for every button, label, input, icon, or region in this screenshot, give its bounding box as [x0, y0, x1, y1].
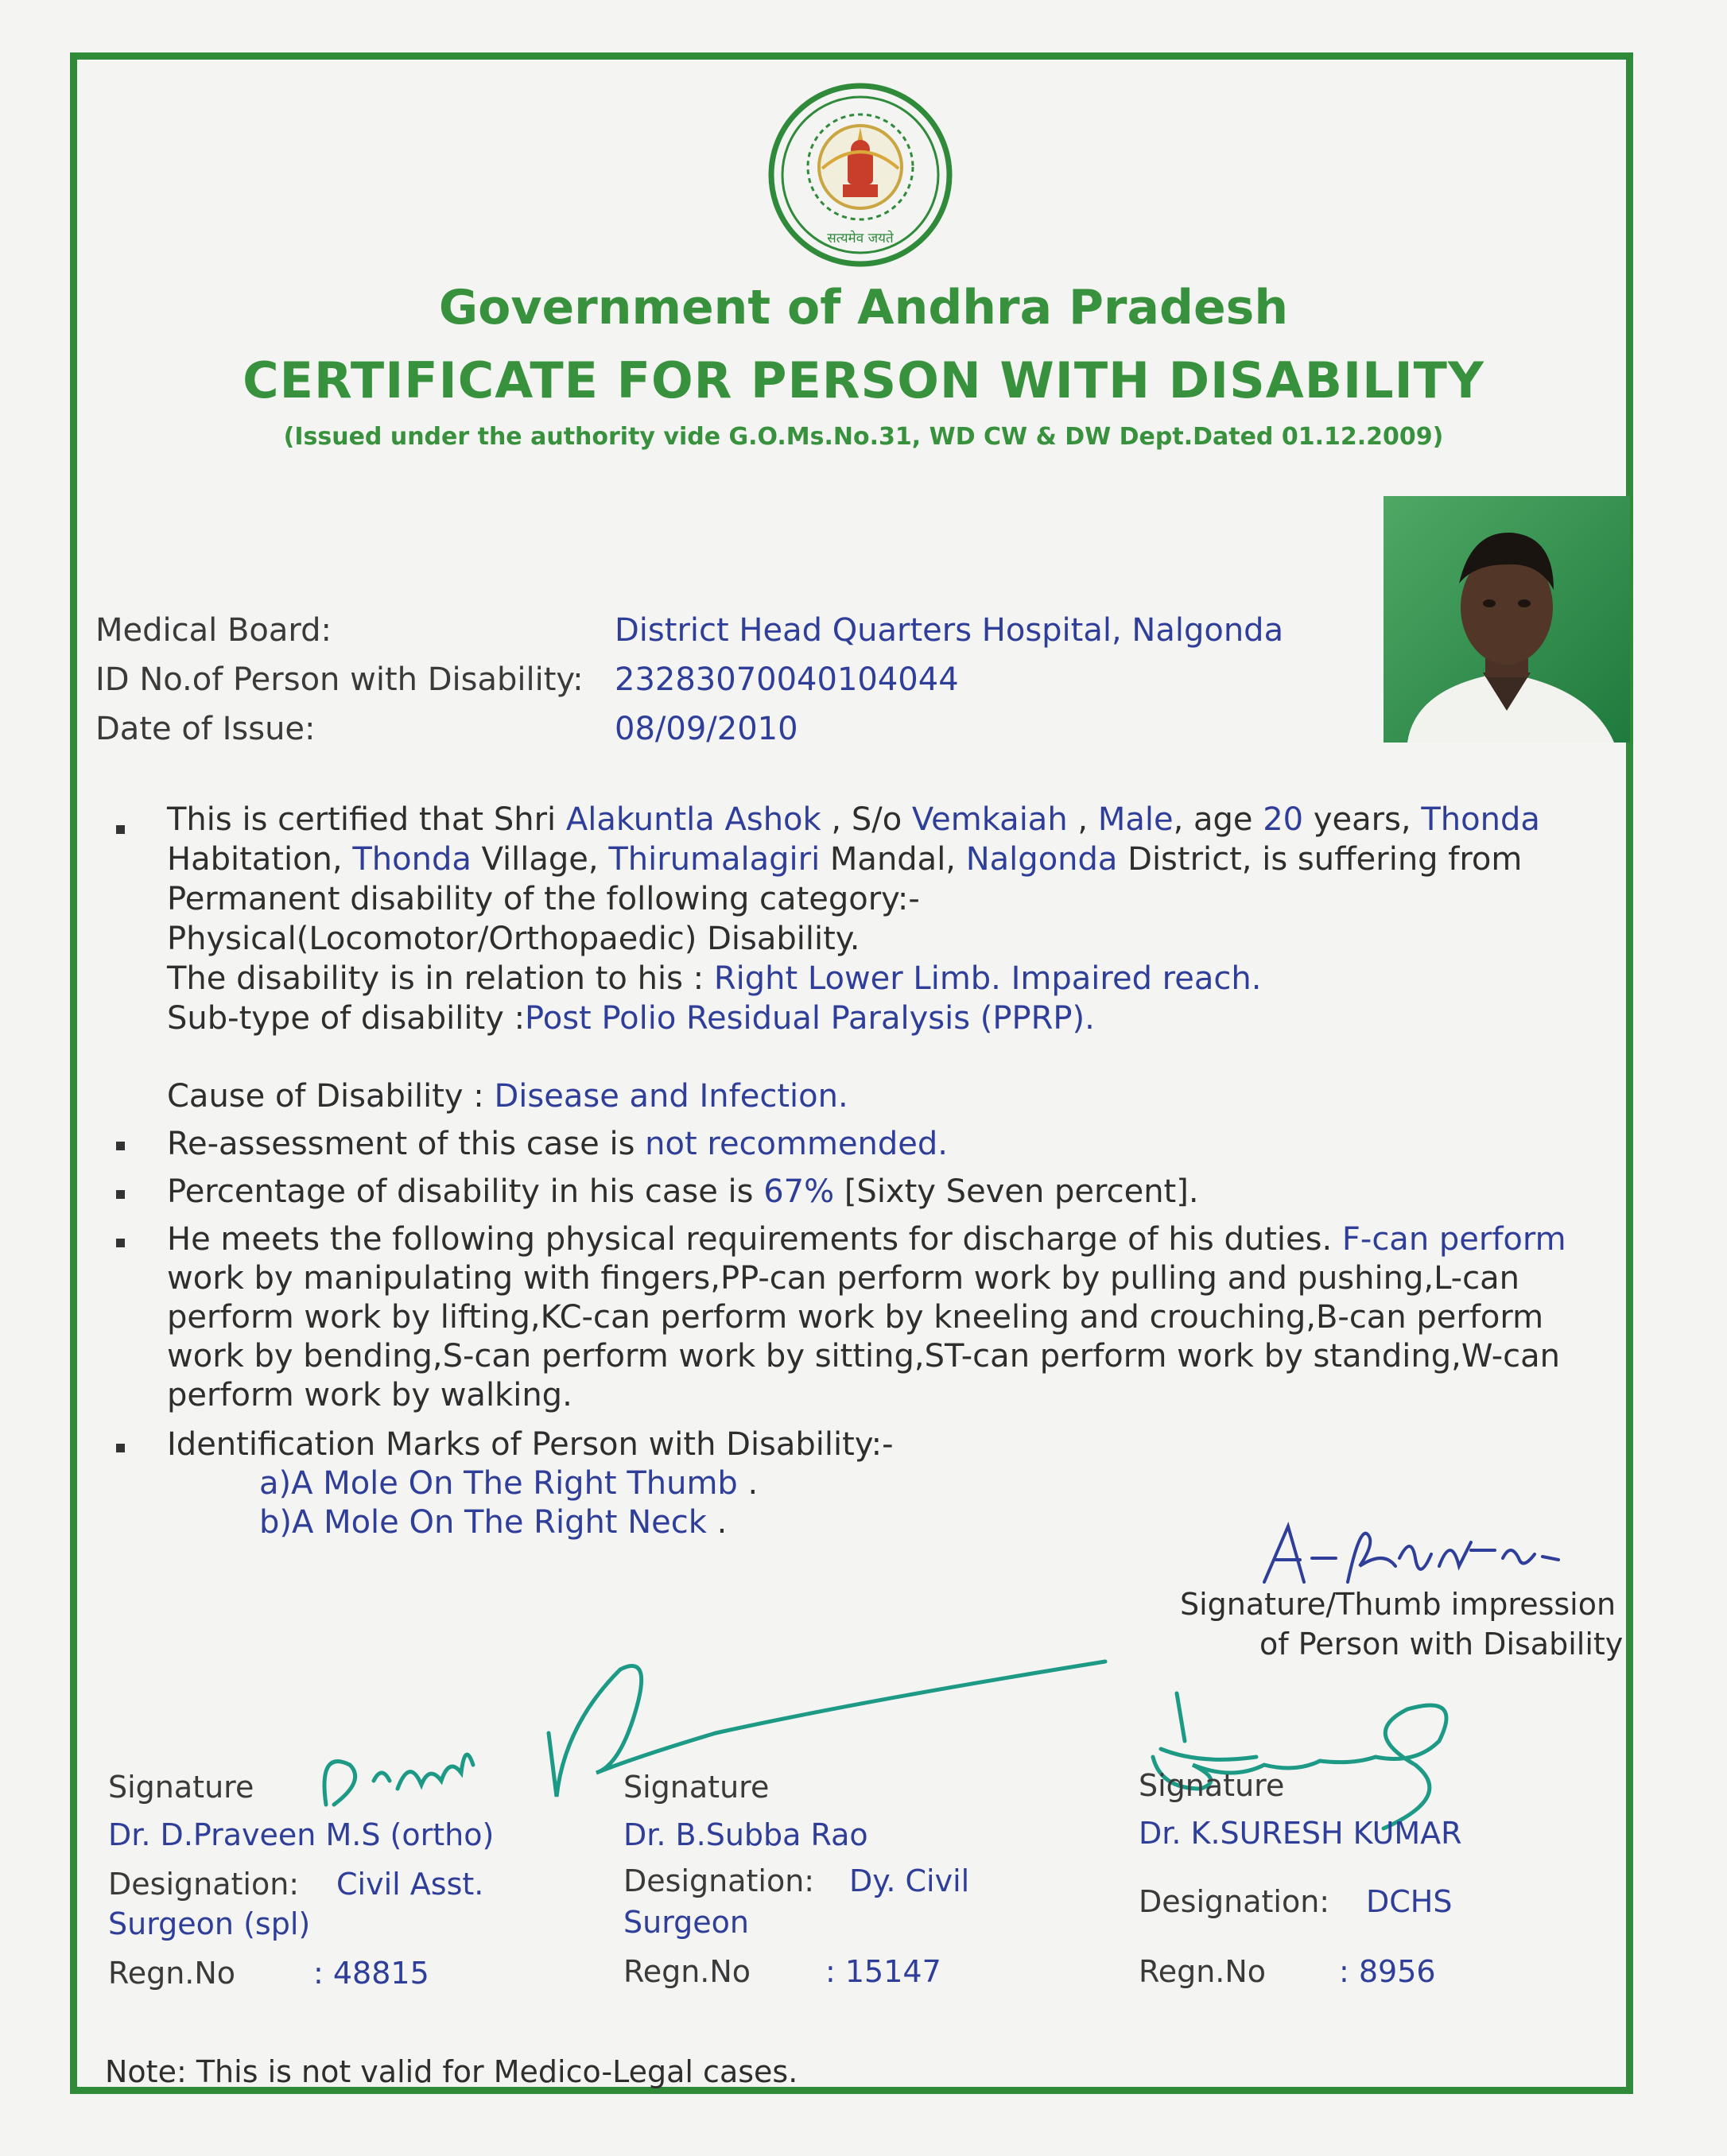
authority-subtitle: (Issued under the authority vide G.O.Ms.No.31, WD CW & DW Dept.Dated 01.12.2009)	[283, 423, 1444, 451]
certificate-title: CERTIFICATE FOR PERSON WITH DISABILITY	[243, 351, 1484, 409]
bullet	[116, 1444, 125, 1452]
signatory-1-regn-label: Regn.No	[108, 1956, 236, 1991]
bullet	[116, 825, 125, 834]
bullet	[116, 1190, 125, 1199]
seal-motto: सत्यमेव जयते	[827, 231, 894, 246]
signatory-1-name: Dr. D.Praveen M.S (ortho)	[108, 1817, 495, 1852]
signatory-3-signature-label: Signature	[1139, 1768, 1285, 1803]
certification-line-2: Habitation, Thonda Village, Thirumalagiri Mandal, Nalgonda District, is suffering from	[167, 841, 1523, 878]
identification-mark-b: b)A Mole On The Right Neck .	[259, 1504, 728, 1541]
signatory-2-regn-value: : 15147	[825, 1954, 941, 1989]
id-value: 23283070040104044	[615, 661, 959, 698]
bullet	[116, 1239, 125, 1247]
medico-legal-note: Note: This is not valid for Medico-Legal cases.	[105, 2054, 798, 2089]
reassessment-line: Re-assessment of this case is not recommended.	[167, 1126, 949, 1162]
requirements-line-1: He meets the following physical requirements for discharge of his duties. F-can perform	[167, 1221, 1566, 1258]
certification-line-3: Permanent disability of the following category:-	[167, 881, 920, 917]
signatory-2-name: Dr. B.Subba Rao	[623, 1817, 868, 1852]
signatory-2-designation: Dy. Civil	[849, 1863, 970, 1898]
signatory-3-name: Dr. K.SURESH KUMAR	[1139, 1816, 1462, 1851]
date-of-issue-label: Date of Issue:	[95, 711, 316, 747]
certification-line-1: This is certified that Shri Alakuntla Ashok , S/o Vemkaiah , Male, age 20 years, Thonda	[167, 801, 1540, 838]
signatory-1-regn-value: : 48815	[313, 1956, 429, 1991]
disability-category: Physical(Locomotor/Orthopaedic) Disability.	[167, 921, 860, 957]
signatory-1-signature-label: Signature	[108, 1770, 254, 1805]
disability-cause: Cause of Disability : Disease and Infection.	[167, 1078, 848, 1115]
signatory-3-designation-label: Designation:	[1139, 1884, 1330, 1919]
signatory-1-designation-cont: Surgeon (spl)	[108, 1906, 311, 1941]
percentage-line: Percentage of disability in his case is 67% [Sixty Seven percent].	[167, 1173, 1199, 1210]
requirements-line-3: perform work by lifting,KC-can perform work by kneeling and crouching,B-can perform	[167, 1299, 1544, 1336]
person-handwritten-signature	[1248, 1510, 1598, 1598]
id-label: ID No.of Person with Disability:	[95, 661, 584, 698]
disability-relation: The disability is in relation to his : Right Lower Limb. Impaired reach.	[167, 960, 1262, 997]
identification-marks-label: Identification Marks of Person with Disability:-	[167, 1426, 894, 1463]
requirements-line-2: work by manipulating with fingers,PP-can perform work by pulling and pushing,L-can	[167, 1260, 1519, 1297]
identification-mark-a: a)A Mole On The Right Thumb .	[259, 1465, 759, 1502]
medical-board-label: Medical Board:	[95, 612, 332, 649]
signatory-3-designation: DCHS	[1366, 1884, 1453, 1919]
signatory-2-regn-label: Regn.No	[623, 1954, 751, 1989]
requirements-line-5: perform work by walking.	[167, 1377, 572, 1413]
bullet	[116, 1142, 125, 1150]
medical-board-value: District Head Quarters Hospital, Nalgonda	[615, 612, 1284, 649]
disability-subtype: Sub-type of disability :Post Polio Residual Paralysis (PPRP).	[167, 1000, 1095, 1037]
date-of-issue-value: 08/09/2010	[615, 711, 798, 747]
signatory-1-designation-label: Designation:	[108, 1867, 300, 1902]
signatory-1-designation: Civil Asst.	[336, 1867, 484, 1902]
person-photo	[1384, 496, 1630, 743]
government-title: Government of Andhra Pradesh	[438, 280, 1289, 335]
signatory-2-signature-label: Signature	[623, 1770, 770, 1805]
person-signature-caption-1: Signature/Thumb impression	[1180, 1587, 1616, 1622]
requirements-line-4: work by bending,S-can perform work by sitting,ST-can perform work by standing,W-can	[167, 1338, 1561, 1375]
person-signature-caption-2: of Person with Disability	[1259, 1627, 1624, 1662]
signatory-2-designation-cont: Surgeon	[623, 1905, 749, 1940]
signatory-3-regn-value: : 8956	[1339, 1954, 1436, 1989]
state-emblem-seal	[765, 79, 956, 270]
signatory-3-regn-label: Regn.No	[1139, 1954, 1267, 1989]
signatory-2-designation-label: Designation:	[623, 1863, 815, 1898]
